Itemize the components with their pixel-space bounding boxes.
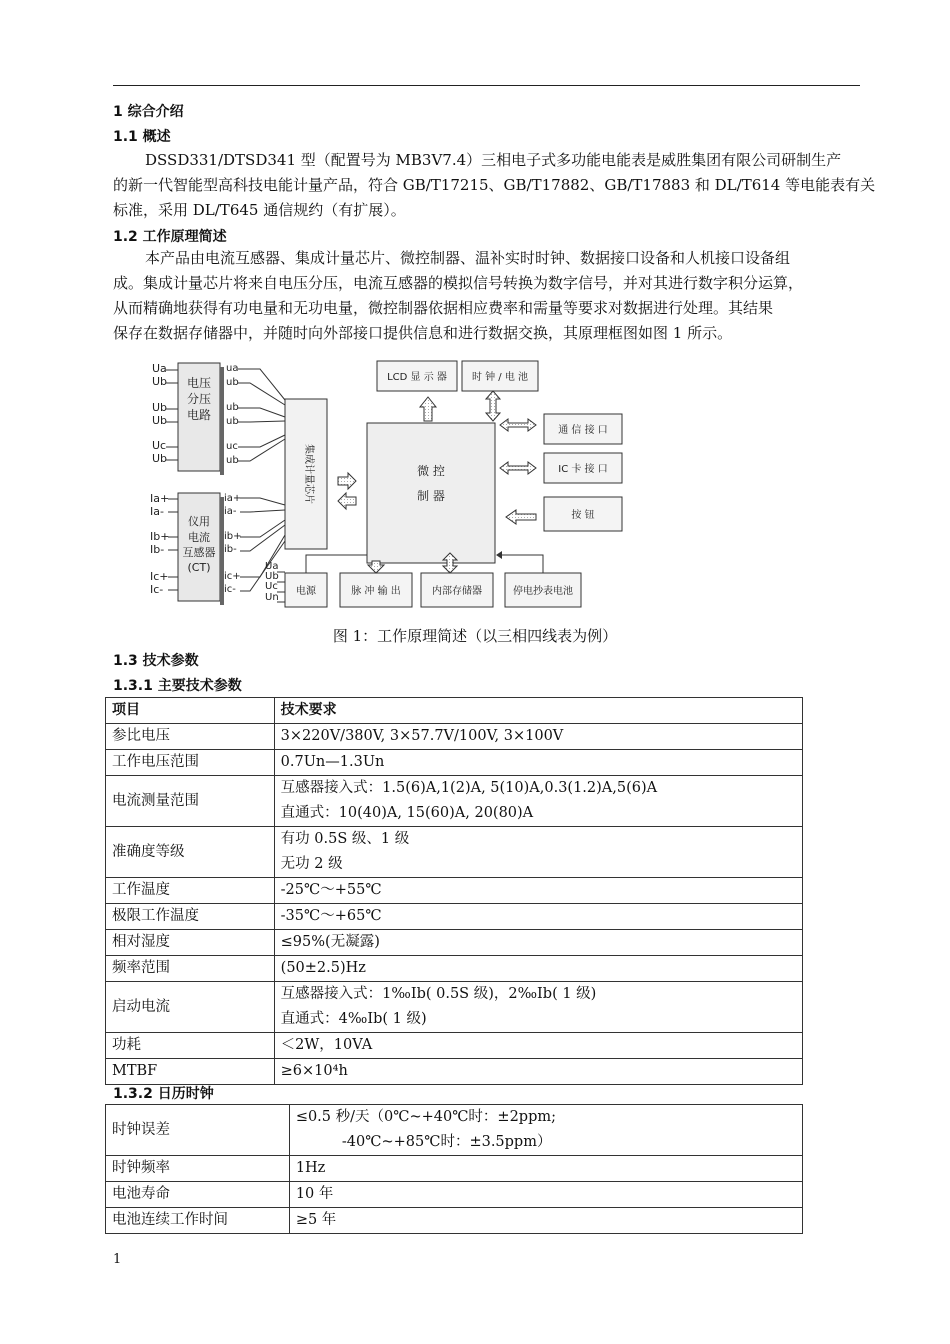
paragraph-line: 标准，采用 DL/T645 通信规约（有扩展）。: [113, 201, 406, 219]
table-row: [106, 956, 803, 982]
value-line: ≤0.5 秒/天（0℃~+40℃时：±2ppm;: [295, 1109, 557, 1125]
value-line: 有功 0.5S 级、1 级: [280, 831, 410, 847]
table-row: [106, 1105, 803, 1156]
item-cell: 电池寿命: [106, 1182, 290, 1208]
current-input-label: Ic-: [150, 583, 164, 596]
table-row: [106, 1182, 803, 1208]
current-input-label: Ib-: [150, 543, 165, 556]
voltage-input-label: Uc: [152, 439, 167, 452]
ic-card-label: IC 卡 接 口: [558, 464, 608, 475]
metering-chip-label: 集成计量芯片: [303, 444, 314, 504]
value-line: 3×220V/380V, 3×57.7V/100V, 3×100V: [280, 728, 564, 744]
current-output-label: ic+: [224, 571, 241, 582]
item-cell: 时钟误差: [106, 1105, 290, 1156]
item-cell: 启动电流: [106, 982, 275, 1033]
power-input-label: Uc: [265, 581, 278, 592]
overview-paragraph: [113, 148, 876, 223]
item-cell: 相对湿度: [106, 930, 275, 956]
header-cell: 技术要求: [274, 698, 802, 724]
clock-label: 时 钟 / 电 池: [471, 372, 529, 383]
section-1-3-1-title: 1.3.1 主要技术参数: [113, 678, 242, 694]
value-cell: [274, 1059, 802, 1085]
value-cell: [274, 1033, 802, 1059]
item-cell: 极限工作温度: [106, 904, 275, 930]
table-header-row: [106, 698, 803, 724]
table-row: [106, 930, 803, 956]
power-label: 电源: [296, 586, 316, 597]
table-row: [106, 1208, 803, 1234]
value-cell: [274, 930, 802, 956]
value-cell: [274, 904, 802, 930]
value-cell: [274, 724, 802, 750]
value-line: 直通式：4‰Ib( 1 级): [280, 1011, 427, 1027]
value-line: ≤95%(无凝露): [280, 934, 380, 950]
item-cell: 电流测量范围: [106, 776, 275, 827]
current-output-label: ic-: [224, 584, 236, 595]
value-cell: [289, 1156, 802, 1182]
paragraph-line: 从而精确地获得有功电量和无功电量，微控制器依据相应费率和需量等要求对数据进行处理。其结果: [113, 299, 774, 317]
comm-label: 通 信 接 口: [558, 425, 608, 436]
table-row: [106, 904, 803, 930]
power-input-label: Ub: [265, 571, 279, 582]
table-row: [106, 1033, 803, 1059]
table-row: [106, 776, 803, 827]
mcu-label: 微 控: [417, 464, 445, 478]
figure-caption: 图 1：工作原理简述（以三相四线表为例）: [332, 627, 618, 645]
value-cell: [289, 1208, 802, 1234]
value-line: 无功 2 级: [280, 856, 343, 872]
battery-label: 停电抄表电池: [513, 586, 573, 597]
table-row: [106, 724, 803, 750]
value-cell: [274, 750, 802, 776]
value-line: -25℃～+55℃: [280, 882, 382, 898]
ct-block-label: 电流: [188, 531, 210, 544]
table-row: [106, 1059, 803, 1085]
section-1-3-2-title: 1.3.2 日历时钟: [113, 1086, 214, 1102]
value-cell: [274, 827, 802, 878]
voltage-input-label: Ub: [152, 375, 168, 388]
main-specs-table: [105, 697, 803, 1085]
voltage-output-label: ub: [226, 402, 239, 413]
paragraph-line: 本产品由电流互感器、集成计量芯片、微控制器、温补实时时钟、数据接口设备和人机接口设备组: [145, 249, 791, 267]
item-cell: 频率范围: [106, 956, 275, 982]
table-row: [106, 750, 803, 776]
paragraph-line: DSSD331/DTSD341 型（配置号为 MB3V7.4）三相电子式多功能电能表是威胜集团有限公司研制生产: [145, 151, 842, 169]
button-label: 按 钮: [571, 510, 595, 521]
value-line: ＜2W，10VA: [280, 1037, 373, 1053]
current-output-label: ib+: [224, 531, 242, 542]
section-1-title: 1 综合介绍: [113, 104, 184, 120]
principle-paragraph: [113, 246, 863, 346]
table-row: [106, 1156, 803, 1182]
value-line: 直通式：10(40)A, 15(60)A, 20(80)A: [280, 805, 534, 821]
current-output-label: ia-: [224, 506, 237, 517]
item-cell: 工作温度: [106, 878, 275, 904]
value-cell: [274, 878, 802, 904]
value-cell: [289, 1105, 802, 1156]
voltage-input-label: Ub: [152, 401, 168, 414]
voltage-block-label: 分压: [186, 392, 212, 406]
current-output-label: ia+: [224, 493, 242, 504]
mcu-label: 制 器: [417, 489, 445, 503]
clock-specs-table: [105, 1104, 803, 1234]
value-cell: [274, 956, 802, 982]
paragraph-line: 的新一代智能型高科技电能计量产品，符合 GB/T17215、GB/T17882、GB/T17883 和 DL/T614 等电能表有关: [113, 176, 876, 194]
ct-block-label: 互感器: [182, 546, 216, 559]
ct-block-label: 仪用: [188, 515, 210, 528]
item-cell: 电池连续工作时间: [106, 1208, 290, 1234]
table-row: [106, 827, 803, 878]
value-cell: [274, 982, 802, 1033]
item-cell: 准确度等级: [106, 827, 275, 878]
voltage-input-label: Ub: [152, 452, 168, 465]
voltage-block-label: 电路: [186, 408, 212, 422]
value-line: 0.7Un—1.3Un: [280, 754, 385, 770]
paragraph-line: 保存在数据存储器中，并随时向外部接口提供信息和进行数据交换，其原理框图如图 1 所示。: [113, 324, 733, 342]
item-cell: 参比电压: [106, 724, 275, 750]
pulse-label: 脉 冲 输 出: [351, 586, 401, 597]
value-line: -35℃～+65℃: [280, 908, 382, 924]
section-1-3-title: 1.3 技术参数: [113, 653, 199, 669]
value-line: 1Hz: [295, 1160, 326, 1176]
value-cell: [274, 776, 802, 827]
voltage-input-label: Ub: [152, 414, 168, 427]
value-line: 互感器接入式：1.5(6)A,1(2)A, 5(10)A,0.3(1.2)A,5(6)A: [280, 780, 658, 796]
voltage-output-label: ub: [226, 377, 239, 388]
table-row: [106, 982, 803, 1033]
voltage-output-label: ua: [226, 363, 239, 374]
current-input-label: Ic+: [150, 570, 169, 583]
power-input-label: Un: [265, 592, 279, 603]
item-cell: MTBF: [106, 1059, 275, 1085]
table-row: [106, 878, 803, 904]
current-input-label: Ia-: [150, 505, 164, 518]
current-output-label: ib-: [224, 544, 237, 555]
ct-block-label: (CT): [187, 561, 211, 574]
voltage-input-label: Ua: [152, 362, 167, 375]
current-input-label: Ia+: [150, 492, 170, 505]
voltage-block-label: 电压: [186, 376, 212, 390]
block-diagram: [140, 355, 640, 617]
item-cell: 功耗: [106, 1033, 275, 1059]
power-input-label: Ua: [265, 561, 279, 572]
value-line: ≥5 年: [295, 1212, 337, 1228]
value-line: -40℃~+85℃时：±3.5ppm）: [295, 1134, 552, 1150]
page-number: 1: [113, 1252, 122, 1267]
section-1-1-title: 1.1 概述: [113, 129, 171, 145]
section-1-2-title: 1.2 工作原理简述: [113, 229, 227, 245]
paragraph-line: 成。集成计量芯片将来自电压分压，电流互感器的模拟信号转换为数字信号，并对其进行数字积分运算，: [113, 274, 804, 292]
voltage-output-label: ub: [226, 455, 239, 466]
header-cell: 项目: [106, 698, 275, 724]
value-cell: [289, 1182, 802, 1208]
lcd-label: LCD 显 示 器: [387, 372, 447, 383]
value-line: 10 年: [295, 1186, 334, 1202]
memory-label: 内部存储器: [432, 586, 482, 597]
voltage-output-label: uc: [226, 441, 238, 452]
item-cell: 工作电压范围: [106, 750, 275, 776]
value-line: (50±2.5)Hz: [280, 960, 366, 976]
current-input-label: Ib+: [150, 530, 170, 543]
item-cell: 时钟频率: [106, 1156, 290, 1182]
value-line: ≥6×10⁴h: [280, 1063, 348, 1079]
header-rule: [113, 85, 860, 86]
voltage-output-label: ub: [226, 416, 239, 427]
value-line: 互感器接入式：1‰Ib( 0.5S 级)，2‰Ib( 1 级): [280, 986, 597, 1002]
